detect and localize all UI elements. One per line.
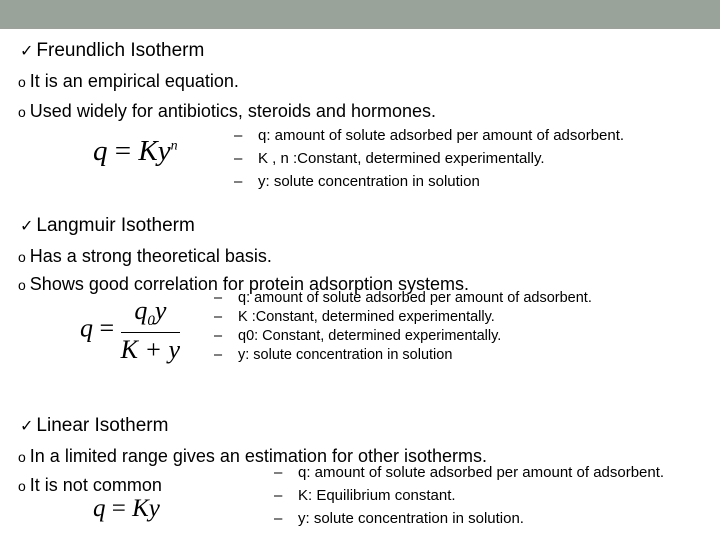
definition-item: – y: solute concentration in solution xyxy=(234,173,480,190)
freundlich-definitions xyxy=(234,124,624,193)
linear-heading: ✓ Linear Isotherm xyxy=(20,415,169,436)
bullet-icon: o xyxy=(18,277,26,293)
bullet-item: o It is not common xyxy=(18,475,162,495)
bullet-item: o Shows good correlation for protein adsorption systems. xyxy=(18,274,470,294)
langmuir-formula: q = $\frac{q_0y}{K + y}$ xyxy=(80,296,181,365)
linear-formula: q = Ky xyxy=(93,495,160,522)
definition-item: – y: solute concentration in solution xyxy=(214,347,453,363)
langmuir-heading: ✓ Langmuir Isotherm xyxy=(20,215,195,236)
checkmark-icon: ✓ xyxy=(20,418,34,435)
bullet-icon: o xyxy=(18,449,26,465)
definition-item: – q: amount of solute adsorbed per amount of adsorbent. xyxy=(234,127,625,144)
bullet-icon: o xyxy=(18,478,26,494)
bullet-icon: o xyxy=(18,74,26,90)
freundlich-heading: ✓ Freundlich Isotherm xyxy=(20,40,205,61)
definition-item: – K: Equilibrium constant. xyxy=(274,487,456,504)
top-bar xyxy=(0,0,720,29)
bullet-item: o Used widely for antibiotics, steroids and hormones. xyxy=(18,101,436,121)
bullet-item: o In a limited range gives an estimation for other isotherms. xyxy=(18,446,488,466)
definition-item: – q0: Constant, determined experimentally. xyxy=(214,328,502,344)
definition-item: – y: solute concentration in solution. xyxy=(274,510,524,527)
definition-item: – q: amount of solute adsorbed per amount of adsorbent. xyxy=(274,464,665,481)
checkmark-icon: ✓ xyxy=(20,43,34,60)
freundlich-formula: q = Ky$^n$ xyxy=(93,135,178,167)
linear-definitions xyxy=(274,461,664,530)
langmuir-definitions xyxy=(214,289,592,365)
definition-item: – K , n :Constant, determined experimentally. xyxy=(234,150,545,167)
definition-item: – K :Constant, determined experimentally. xyxy=(214,309,495,325)
checkmark-icon: ✓ xyxy=(20,218,34,235)
bullet-item: o It is an empirical equation. xyxy=(18,71,239,91)
bullet-icon: o xyxy=(18,249,26,265)
bullet-icon: o xyxy=(18,104,26,120)
definition-item: – q: amount of solute adsorbed per amount of adsorbent. xyxy=(214,290,592,306)
bullet-item: o Has a strong theoretical basis. xyxy=(18,246,272,266)
langmuir-fraction: $\frac{q_0y}{K + y}$ xyxy=(120,296,181,365)
